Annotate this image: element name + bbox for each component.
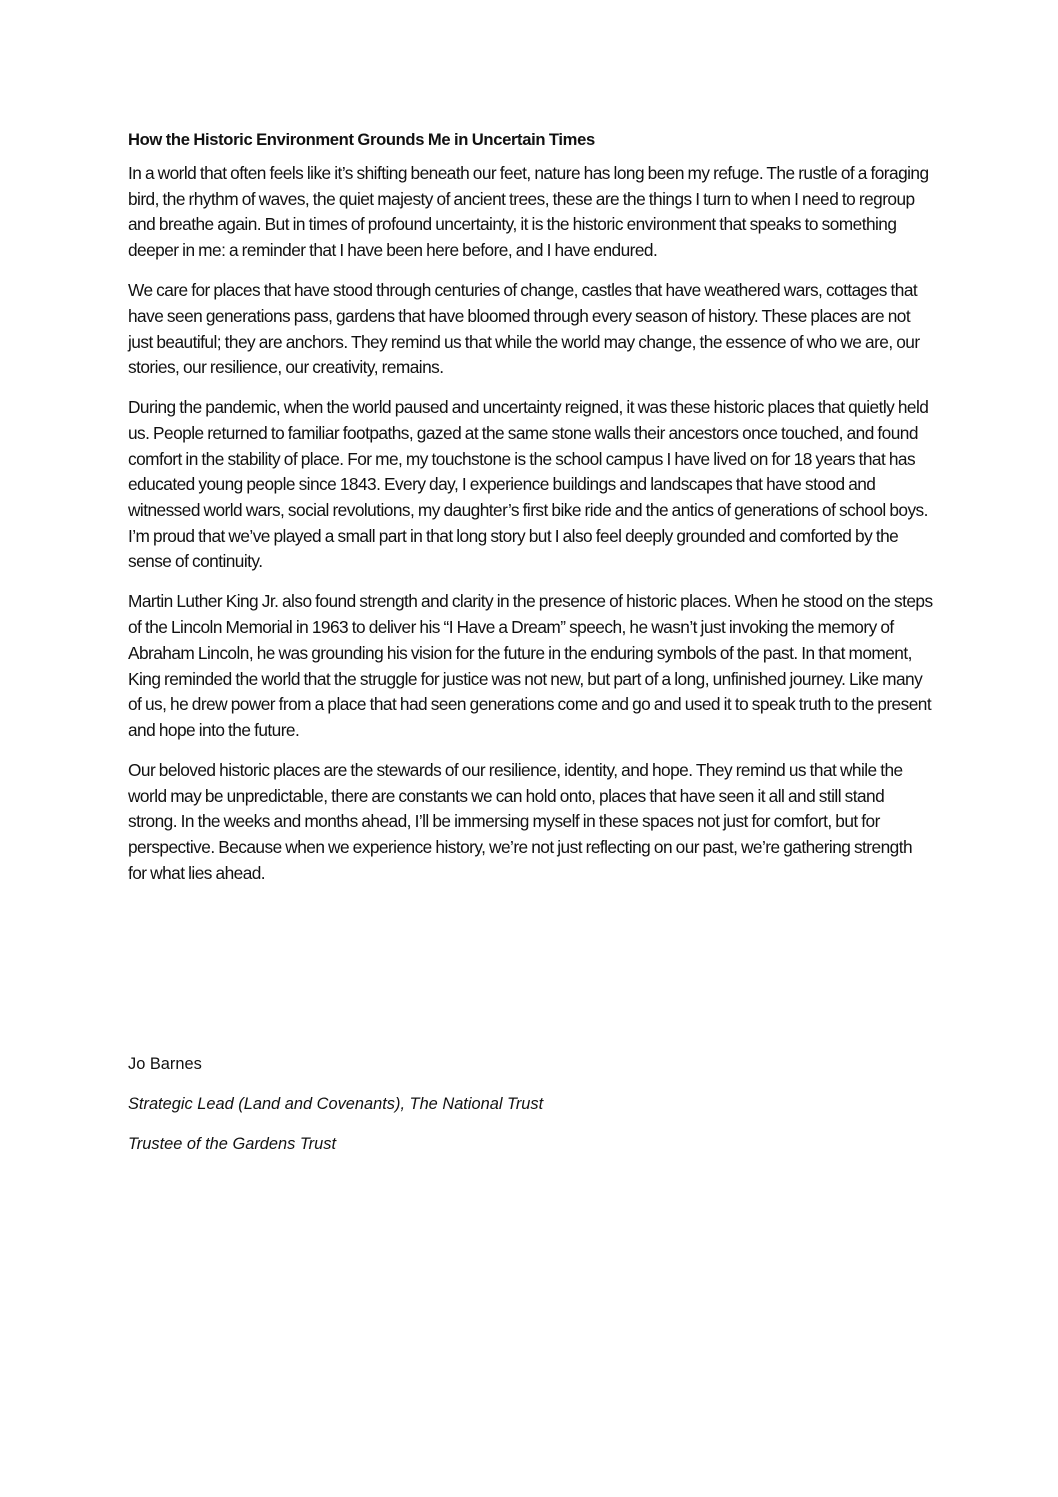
paragraph-3: During the pandemic, when the world paused and uncertainty reigned, it was these historic places that quietly held us. People returned to familiar footpaths, gazed at the same stone walls their ancestors once touched, and found comfort in the stability of place. For me, my touchstone is the school campus I have lived on for 18 years that has educated young people since 1843. Every day, I experience buildings and landscapes that have stood and witnessed world wars, social revolutions, my daughter’s first bike ride and the antics of generations of school boys. I’m proud that we’ve played a small part in that long story but I also feel deeply grounded and comforted by the sense of continuity. <box>128 397 929 572</box>
paragraph-4: Martin Luther King Jr. also found strength and clarity in the presence of historic places. When he stood on the steps of the Lincoln Memorial in 1963 to deliver his “I Have a Dream” speech, he wasn’t just invoking the memory of Abraham Lincoln, he was grounding his vision for the future in the enduring symbols of the past. In that moment, King reminded the world that the struggle for justice was not new, but part of a long, unfinished journey. Like many of us, he drew power from a place that had seen generations come and go and used it to speak truth to the present and hope into the future. <box>128 591 933 740</box>
paragraph-1: In a world that often feels like it’s shifting beneath our feet, nature has long been my refuge. The rustle of a foraging bird, the rhythm of waves, the quiet majesty of ancient trees, these are the things I turn to when I need to regroup and breathe again. But in times of profound uncertainty, it is the historic environment that speaks to something deeper in me: a reminder that I have been here before, and I have endured. <box>128 163 929 261</box>
author-role-primary: Strategic Lead (Land and Covenants), The National Trust <box>128 1095 544 1113</box>
document-title: How the Historic Environment Grounds Me in Uncertain Times <box>128 130 595 149</box>
author-role-secondary: Trustee of the Gardens Trust <box>128 1135 337 1153</box>
paragraph-5: Our beloved historic places are the stewards of our resilience, identity, and hope. They remind us that while the world may be unpredictable, there are constants we can hold onto, places that have seen it all and still stand strong. In the weeks and months ahead, I’ll be immersing myself in these spaces not just for comfort, but for perspective. Because when we experience history, we’re not just reflecting on our past, we’re gathering strength for what lies ahead. <box>128 759 913 883</box>
document-body <box>128 128 934 901</box>
author-name: Jo Barnes <box>128 1055 202 1073</box>
signature-block <box>128 1052 934 1172</box>
paragraph-2: We care for places that have stood through centuries of change, castles that have weathered wars, cottages that have seen generations pass, gardens that have bloomed through every season of history. These places are not just beautiful; they are anchors. They remind us that while the world may change, the essence of who we are, our stories, our resilience, our creativity, remains. <box>128 280 920 378</box>
